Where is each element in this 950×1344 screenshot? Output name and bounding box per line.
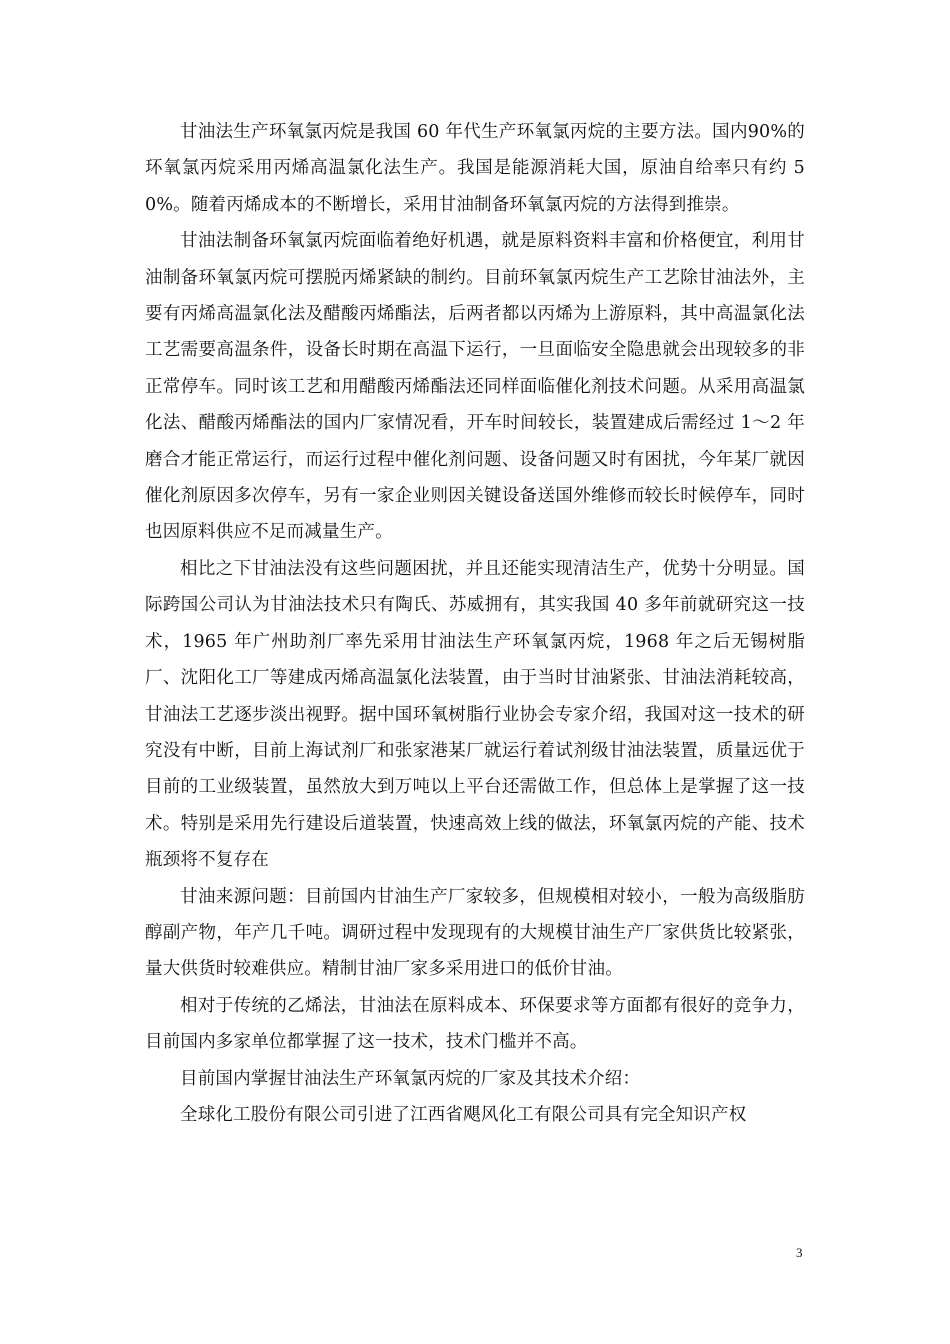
paragraph-intro: 甘油法生产环氧氯丙烷是我国 60 年代生产环氧氯丙烷的主要方法。国内90%的环氧氯丙烷采用丙烯高温氯化法生产。我国是能源消耗大国，原油自给率只有约 50%。随着丙烯成本的不断增长，采用甘油制备环氧氯丙烷的方法得到推崇。: [145, 122, 805, 215]
paragraph-glycerol-source: 甘油来源问题：目前国内甘油生产厂家较多，但规模相对较小，一般为高级脂肪醇副产物，年产几千吨。调研过程中发现现有的大规模甘油生产厂家供货比较紧张，量大供货时较难供应。精制甘油厂家多采用进口的低价甘油。: [145, 886, 805, 980]
paragraph-comparison: 相比之下甘油法没有这些问题困扰，并且还能实现清洁生产，优势十分明显。国际跨国公司认为甘油法技术只有陶氏、苏威拥有，其实我国 40 多年前就研究这一技术，1965 年广州助剂厂率先采用甘油法生产环氧氯丙烷，1968 年之后无锡树脂厂、沈阳化工厂等建成丙烯高温氯化法装置，由于当时甘油紧张、甘油法消耗较高，甘油法工艺逐步淡出视野。据中国环氧树脂行业协会专家介绍，我国对这一技术的研究没有中断，目前上海试剂厂和张家港某厂就运行着试剂级甘油法装置，质量远优于目前的工业级装置，虽然放大到万吨以上平台还需做工作，但总体上是掌握了这一技术。特别是采用先行建设后道装置，快速高效上线的做法，环氧氯丙烷的产能、技术瓶颈将不复存在: [145, 558, 805, 871]
document-body: [145, 114, 805, 1133]
paragraph-competitiveness: 相对于传统的乙烯法，甘油法在原料成本、环保要求等方面都有很好的竞争力，目前国内多家单位都掌握了这一技术，技术门槛并不高。: [145, 995, 805, 1053]
paragraph-company-intro: 全球化工股份有限公司引进了江西省飓风化工有限公司具有完全知识产权: [180, 1104, 747, 1125]
paragraph-opportunity: 甘油法制备环氧氯丙烷面临着绝好机遇，就是原料资料丰富和价格便宜，利用甘油制备环氧氯丙烷可摆脱丙烯紧缺的制约。目前环氧氯丙烷生产工艺除甘油法外，主要有丙烯高温氯化法及醋酸丙烯酯法，后两者都以丙烯为上游原料，其中高温氯化法工艺需要高温条件，设备长时期在高温下运行，一旦面临安全隐患就会出现较多的非正常停车。同时该工艺和用醋酸丙烯酯法还同样面临催化剂技术问题。从采用高温氯化法、醋酸丙烯酯法的国内厂家情况看，开车时间较长，装置建成后需经过 1～2 年磨合才能正常运行，而运行过程中催化剂问题、设备问题又时有困扰，今年某厂就因催化剂原因多次停车，另有一家企业则因关键设备送国外维修而较长时候停车，同时也因原料供应不足而减量生产。: [145, 231, 805, 543]
paragraph-manufacturers-heading: 目前国内掌握甘油法生产环氧氯丙烷的厂家及其技术介绍：: [180, 1068, 641, 1089]
page-number: 3: [796, 1245, 803, 1260]
